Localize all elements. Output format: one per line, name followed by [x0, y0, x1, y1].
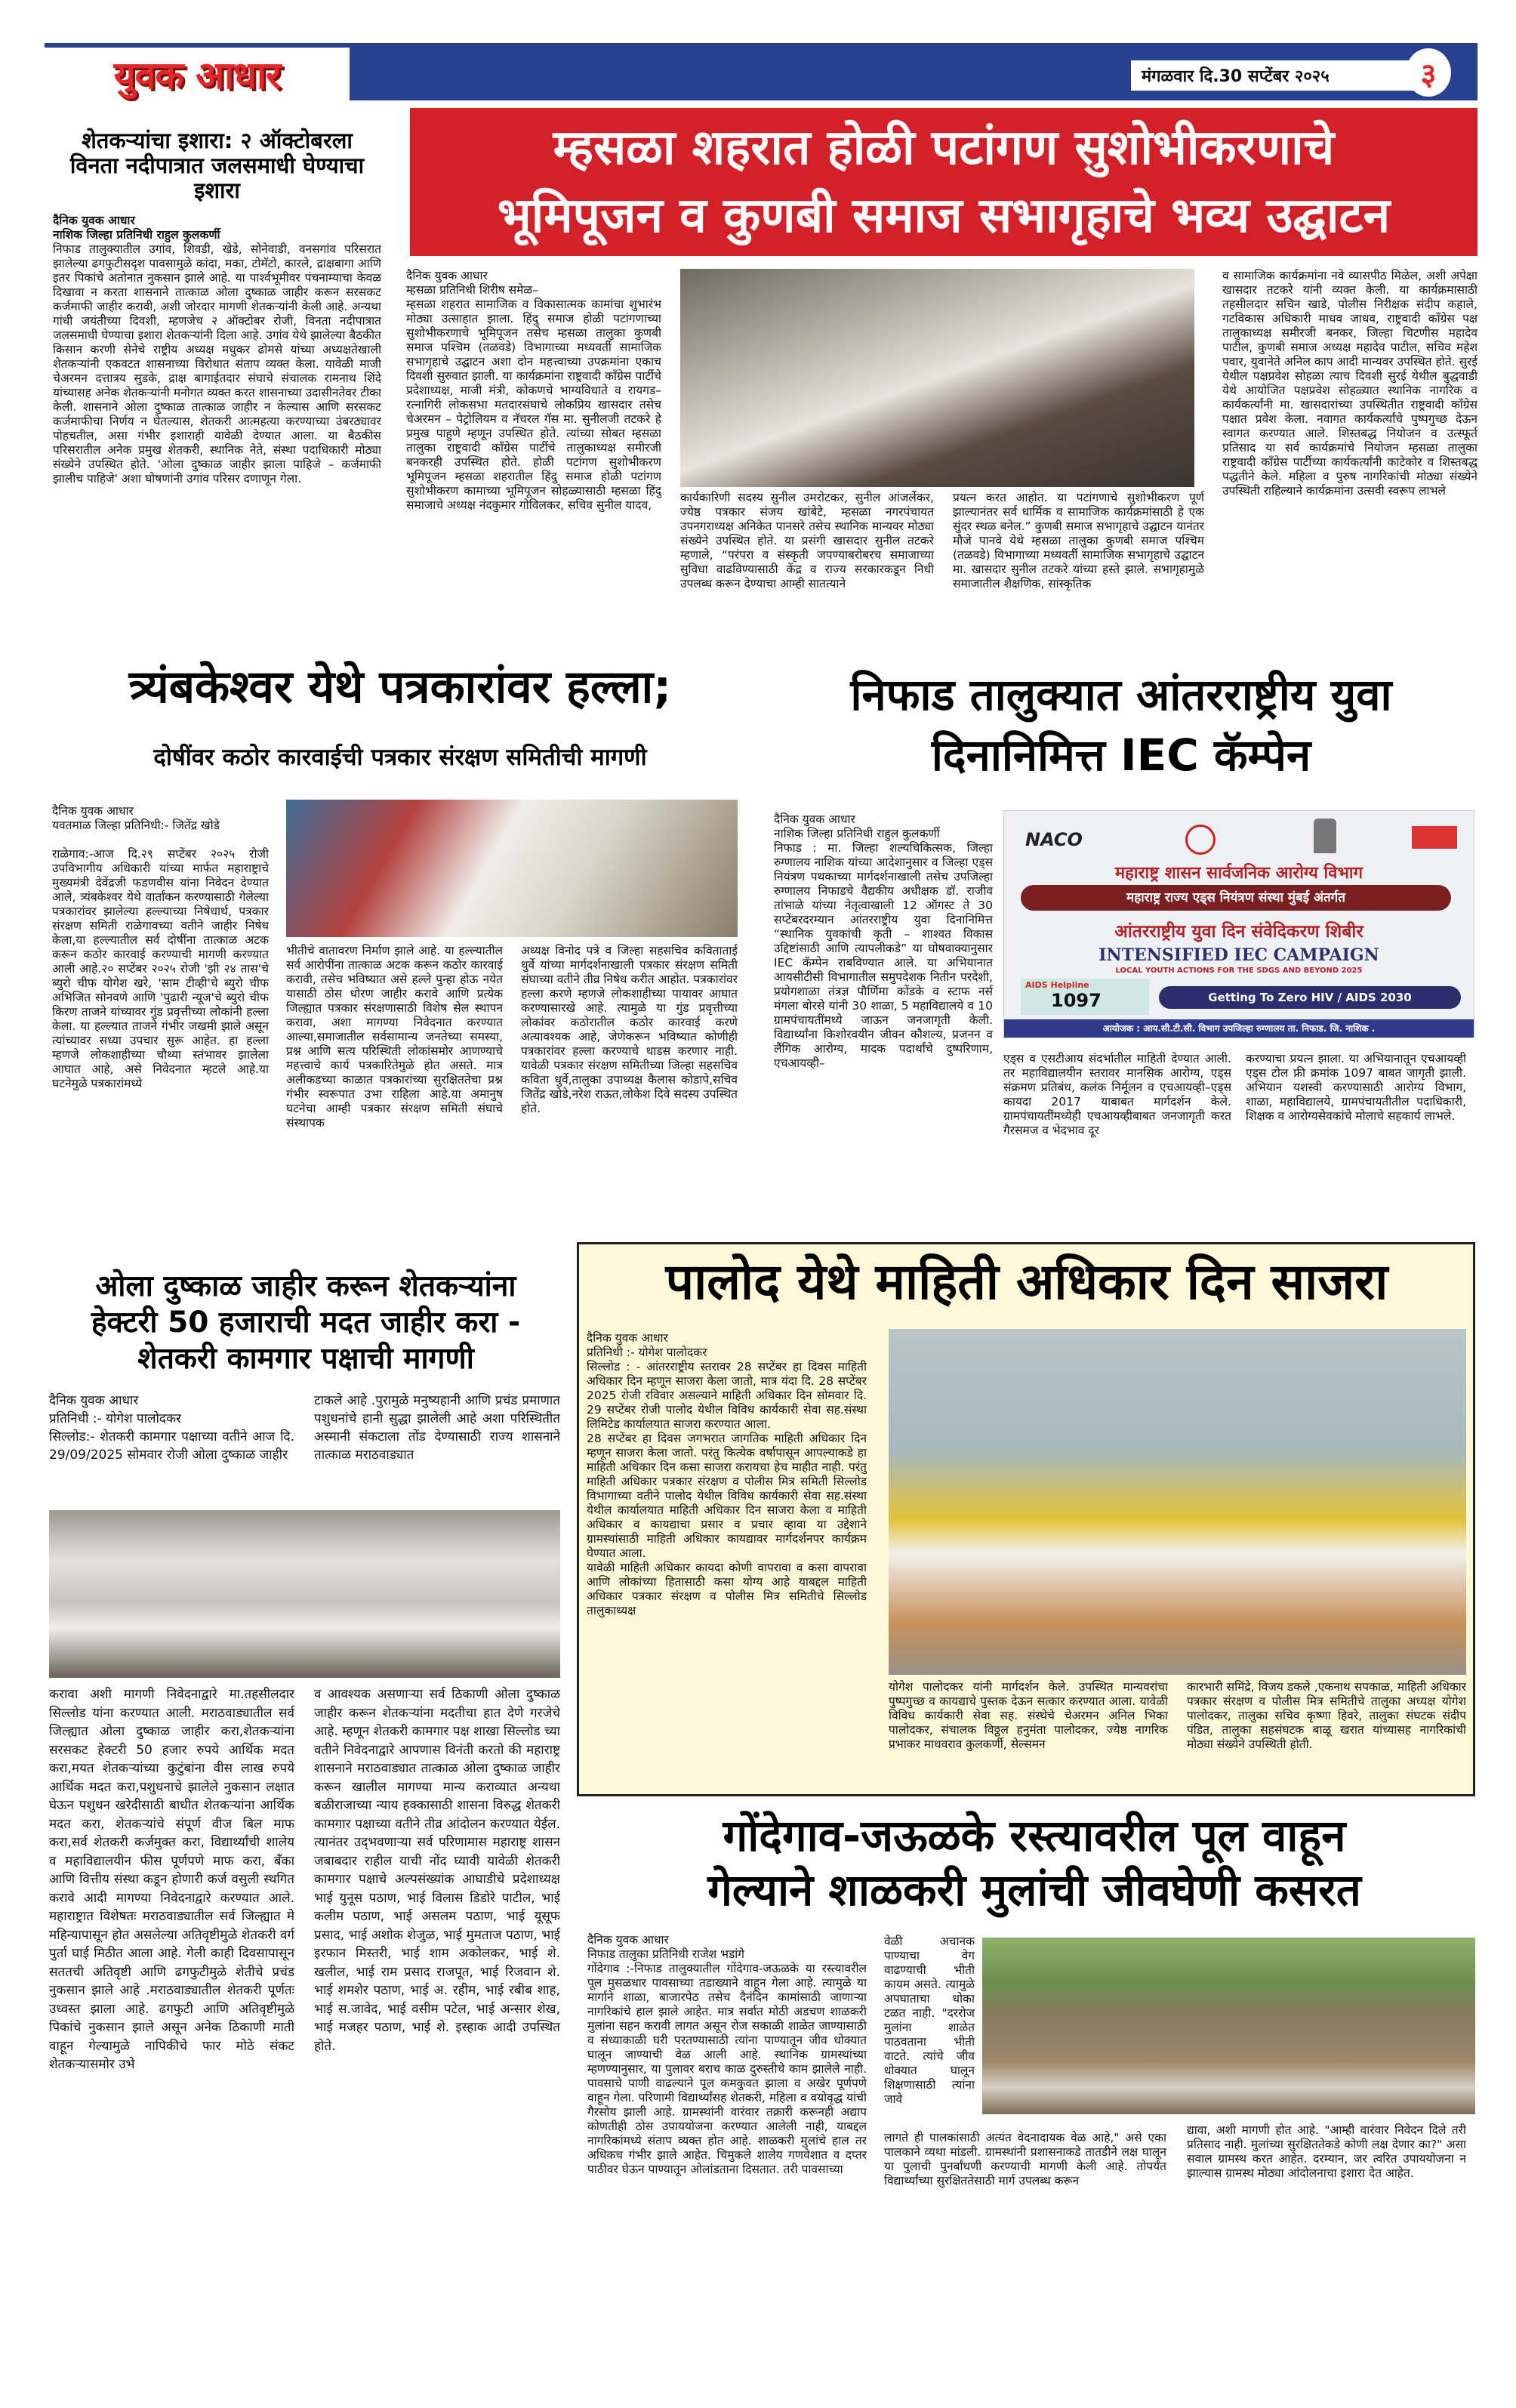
trimbak-body-1: राळेगाव:-आज दि.२९ सप्टेंबर २०२५ रोजी उपविभागीय अधिकारी यांच्या मार्फत महाराष्ट्राचे मुख्यमंत्री देवेंद्रजी फडणवीस यांना निवेदन देण्यात आले, त्र्यंबकेश्वर येथे वार्तांकन करण्यासाठी गेलेल्या पत्रकारांवर झालेल्या हल्ल्याच्या निषेधार्थ, पत्रकार संरक्षण समिती राळेगावच्या वतीने जाहीर निषेध केला,या हल्ल्यातील सर्व दोषींना तात्काळ अटक करून कठोर कारवाई करण्याची मागणी करण्यात आली आहे.२० सप्टेंबर २०२५ रोजी 'झी २४ तास'चे ब्युरो चीफ योगेश खरे, 'साम टीव्ही'चे ब्युरो चीफ अभिजित सोनवणे आणि 'पुढारी न्यूज'चे ब्युरो चीफ किरण ताजने यांच्यावर गुंड प्रवृत्तीच्या लोकांनी हल्ला केला. या हल्ल्यात ताजने गंभीर जखमी झाले असून त्यांच्यावर सध्या उपचार सुरू आहेत. हा हल्ला म्हणजे लोकशाहीच्या चौथ्या स्तंभावर झालेला आघात आहे, असे निवेदनात म्हटले आहे.या घटनेमुळे पत्रकारांमध्ये: [52, 847, 269, 1090]
helpline-number: 1097: [1051, 990, 1102, 1011]
trimbak-subheadline: दोषींवर कठोर कारवाईची पत्रकार संरक्षण समितीची मागणी: [153, 744, 647, 771]
palod-headline: पालोद येथे माहिती अधिकार दिन साजरा: [665, 1253, 1388, 1311]
iec-body-1: निफाड : मा. जिल्हा शल्यचिकित्सक, जिल्हा रुग्णालय नाशिक यांच्या आदेशानुसार व जिल्हा एड्स नियंत्रण पथकाच्या मार्गदर्शनाखाली तसेच उपजिल्हा रुग्णालय निफाडचे वैद्यकीय अधीक्षक डॉ. राजीव तांभाळे यांच्या नेतृत्वाखाली 12 ऑगस्ट ते 30 सप्टेंबरदरम्यान आंतरराष्ट्रीय युवा दिनानिमित्त “स्थानिक युवकांची कृती – शाश्वत विकास उद्दिष्टांसाठी आणि त्यापलीकडे” या घोषवाक्यानुसार IEC कॅम्पेन राबविण्यात आले. या अभियानात आयसीटीसी विभागातील समुपदेशक नितीन परदेशी, प्रयोगशाळा तंत्रज्ञ पौर्णिमा कोंडके व स्टाफ नर्स मंगला बोरसे यांनी 30 शाळा, 5 महाविद्यालये व 10 ग्रामपंचायतींमध्ये जाऊन जनजागृती केली. विद्यार्थ्यांना किशोरवयीन जीवन कौशल्य, प्रजनन व लैंगिक आरोग्य, मादक पदार्थांचे दुष्परिणाम, एचआयव्ही–: [774, 841, 993, 1070]
bridge-photo: [982, 1938, 1475, 2114]
banner-tagline: LOCAL YOUTH ACTIONS FOR THE SDGS AND BEYOND 2025: [1115, 967, 1363, 975]
trimbak-column-2: भीतीचे वातावरण निर्माण झाले आहे. या हल्ल्यातील सर्व आरोपींना तात्काळ अटक करून कठोर कारवाई करावी, तसेच भविष्यात असे हल्ले पुन्हा होऊ नयेत यासाठी ठोस धोरण जाहीर करावे आणि प्रत्येक जिल्ह्यात पत्रकार संरक्षणासाठी विशेष सेल स्थापन करावा, अशा मागण्या निवेदनात करण्यात आल्या,समाजातील सर्वसामान्य जनतेच्या समस्या, प्रश्न आणि सत्य परिस्थिती लोकांसमोर आणण्याचे महत्त्वाचे कार्य पत्रकारितेमुळे होत असते. मात्र अलीकडच्या काळात पत्रकारांच्या सुरक्षिततेचा प्रश्न गंभीर स्वरूपात उभा राहिला आहे.या अमानुष घटनेचा आम्ही पत्रकार संरक्षण समिती संघाचे संस्थापक: [286, 944, 503, 1130]
lead-byline-reporter: म्हसळा प्रतिनिधी शिरीष समेळ–: [406, 283, 538, 297]
lead-column-1: [406, 269, 661, 646]
page-number: ३: [1406, 48, 1451, 97]
msacs-logo-icon: [1412, 826, 1457, 849]
palod-byline-paper: दैनिक युवक आधार: [587, 1331, 668, 1345]
wet-drought-top-column-2: टाकले आहे .पुरामुळे मनुष्यहानी आणि प्रचंड प्रमाणात पशुधनांचे हानी सुद्धा झालेली आहे अशा परिस्थितीत अस्मानी संकटाला तोंड देण्यासाठी राज्य शासनाने तात्काळ मराठवाड्यात: [314, 1393, 560, 1463]
issue-date: मंगळवार दि.30 सप्टेंबर २०२५: [1131, 60, 1418, 91]
wet-drought-column-1: करावा अशी मागणी निवेदनाद्वारे मा.तहसीलदार सिल्लोड यांना करण्यात आली. मराठवाड्यातील सर्व जिल्ह्यात ओला दुष्काळ जाहीर करा,शेतकऱ्यांना सरसकट हेक्टरी 50 हजार रुपये आर्थिक मदत करा,मयत शेतकऱ्यांच्या कुटुंबांना वीस लाख रुपये आर्थिक मदत करा,पशुधनाचे झालेले नुकसान लक्षात घेऊन पशुधन खरेदीसाठी बाधीत शेतकऱ्यांना आर्थिक मदत करा, शेतकऱ्यांचे संपूर्ण वीज बिल माफ करा,सर्व शेतकरी कर्जमुक्त करा, विद्यार्थ्यांची शालेय व महाविद्यालयीन फीस पूर्णपणे माफ करा, बँका आणि वित्तीय संस्था कडून होणारी कर्ज वसुली स्थगित करावे आदी मागण्या निवेदनाद्वारे करण्यात आले. महाराष्ट्रात विशेषतः मराठवाड्यातील सर्व जिल्ह्यात मे महिन्यापासून होत असलेल्या अतिवृष्टीमुळे शेतकरी वर्ग पुर्ता घाई मिठीत आला आहे. गेली काही दिवसापासून सततची अतिवृष्टी आणि ढगफुटीमुळे शेतीचे प्रचंड नुकसान झाले आहे .मराठवाड्यातील शेतकरी पूर्णतः उध्वस्त झाला आहे. ढगफुटी आणि अतिवृष्टीमुळे पिकांचे नुकसान झाले असून अनेक ठिकाणी माती वाहून गेल्यामुळे नापिकीचे फार मोठे संकट शेतकऱ्यासमोर उभे: [49, 1687, 294, 2072]
lead-headline-box: [410, 108, 1477, 256]
bridge-narrow-column: वेळी अचानक पाण्याचा वेग वाढण्याची भीती कायम असते. त्यामुळे अपघाताचा धोका टळत नाही. "दररोज मुलांना शाळेत पाठवताना भीती वाटते. त्यांचे जीव धोक्यात घालून शिक्षणासाठी त्यांना जावे: [884, 1935, 975, 2106]
bridge-column-2: लागते ही पालकांसाठी अत्यंत वेदनादायक वेळ आहे," असे एका पालकाने व्यथा मांडली. ग्रामस्थांनी प्रशासनाकडे तातडीने लक्ष घालून या पुलाची पुनर्बांधणी करण्याची मागणी केली आहे. तोपर्यंत विद्यार्थ्यांच्या सुरक्षिततेसाठी मार्ग उपलब्ध करून: [884, 2131, 1166, 2188]
helpline-label: AIDS Helpline: [1025, 980, 1089, 990]
iec-byline-paper: दैनिक युवक आधार: [774, 812, 855, 826]
banner-camp: आंतरराष्ट्रीय युवा दिन संवेदिकरण शिबीर: [1114, 922, 1363, 942]
iec-column-3: करण्याचा प्रयत्न झाला. या अभियानातून एचआयव्ही एड्स टोल फ्री क्रमांक 1097 बाबत जागृती झाली. अभियान यशस्वी करण्यासाठी आरोग्य विभाग, शाळा, महाविद्यालये, ग्रामपंचायतीतील पदाधिकारी, शिक्षक व आरोग्यसेवकांचे मोलाचे सहकार्य लाभले.: [1246, 1052, 1466, 1123]
palod-paragraph-3: यावेळी माहिती अधिकार कायदा कोणी वापरावा व कसा वापरावा आणि लोकांच्या हितासाठी कसा योग्य आहे याबद्दल माहिती अधिकार पत्रकार संरक्षण व पोलीस मित्र समितीचे सिल्लोड तालुकाध्यक्ष: [587, 1561, 867, 1617]
banner-title: महाराष्ट्र शासन सार्वजनिक आरोग्य विभाग: [1115, 864, 1363, 883]
aids-helpline-badge: [1021, 979, 1149, 1015]
logo-text: युवक आधार: [113, 54, 281, 97]
trimbak-headline: त्र्यंबकेश्वर येथे पत्रकारांवर हल्ला;: [128, 661, 672, 714]
palod-column-3: कारभारी समिंद्रे, विजय डकले ,एकनाथ सपकाळ, माहिती अधिकार पत्रकार संरक्षण व पोलीस मित्र समितीचे तालुका अध्यक्ष योगेश पालोदकर, तालुका सचिव कृष्णा हिवरे, तालुका संघटक संदीप पंडित, तालुका सहसंघटक बाळू खरात यांच्यासह नागरिकांची मोठ्या संख्येने उपस्थिती होती.: [1187, 1680, 1466, 1751]
wet-drought-intro: सिल्लोड:- शेतकरी कामगार पक्षाच्या वतीने आज दि. 29/09/2025 सोमवार रोजी ओला दुष्काळ जाहीर: [49, 1429, 294, 1463]
farmers-article: [53, 214, 381, 652]
wet-drought-photo: [49, 1510, 560, 1678]
palod-photo: [889, 1329, 1466, 1675]
bridge-byline-paper: दैनिक युवक आधार: [587, 1933, 669, 1947]
trimbak-photo: [286, 800, 738, 937]
lead-photo: [680, 269, 1194, 487]
naco-logo: NACO: [1025, 829, 1083, 850]
lead-body-1: म्हसळा शहरात सामाजिक व विकासात्मक कामांचा शुभारंभ मोठ्या उत्साहात झाला. हिंदु समाज होळी पटांगणाच्या सुशोभीकरणाचे भूमिपूजन तसेच म्हसळा तालुका कुणबी समाज पश्चिम (तळवडे) विभागाच्या मध्यवर्ती सामाजिक सभागृहाचे उद्घाटन अशा दोन महत्त्वाच्या उपक्रमांना एकाच दिवशी सुरुवात झाली. या कार्यक्रमांना राष्ट्रवादी काँग्रेस पार्टीचे प्रदेशाध्यक्ष, माजी मंत्री, कोकणचे भाग्यविधाते व रायगड–रत्नागिरी लोकसभा मतदारसंघाचे लोकप्रिय खासदार तसेच चेअरमन – पेट्रोलियम व नॅचरल गॅस मा. सुनीलजी तटकरे हे प्रमुख पाहुणे म्हणून उपस्थित होते. त्यांच्या सोबत म्हसळा तालुका राष्ट्रवादी काँग्रेस पार्टीचे तालुकाध्यक्ष समीरजी बनकरही उपस्थित होते. होळी पटांगण सुशोभीकरण भूमिपूजन म्हसळा शहरातील हिंदु समाज होळी पटांगण सुशोभीकरण कामाच्या भूमिपूजन सोहळ्यासाठी म्हसळा हिंदु समाजाचे अध्यक्ष नंदकुमार गोविलकर, सचिव सुनील यादव,: [406, 298, 661, 512]
farmers-byline-reporter: नाशिक जिल्हा प्रतिनिधी राहुल कुलकर्णी: [53, 228, 220, 242]
palod-column-1: [587, 1331, 867, 1788]
bridge-body-1: गोंदेगाव :-निफाड तालुक्यातील गोंदेगाव-जऊळके या रस्त्यावरील पूल मुसळधार पावसाच्या तडाख्याने वाहून गेला आहे. त्यामुळे या मार्गाने शाळा, बाजारपेठ तसेच दैनंदिन कामांसाठी जाणाऱ्या नागरिकांचे हाल झाले आहेत. मात्र सर्वात मोठी अडचण शाळकरी मुलांना सहन करावी लागत असून रोज सकाळी शाळेत जाण्यासाठी व संध्याकाळी घरी परतण्यासाठी त्यांना पाण्यातून जीव धोक्यात घालून जाण्याची वेळ आली आहे. स्थानिक ग्रामस्थांच्या म्हणण्यानुसार, या पुलावर बराच काळ दुरुस्तीचे काम झालेले नाही. पावसाचे पाणी वाढल्याने पूल कमकुवत झाला व अखेर पूर्णपणे वाहून गेला. परिणामी विद्यार्थ्यांसह शेतकरी, महिला व वयोवृद्ध यांची गैरसोय झाली आहे. ग्रामस्थांनी वारंवार तक्रारी करूनही अद्याप कोणतीही ठोस उपाययोजना करण्यात आलेली नाही, याबद्दल नागरिकांमध्ये संताप व्यक्त होत आहे. शाळकरी मुलांचे हाल तर अधिकच गंभीर झाले आहेत. चिमुकले शालेय गणवेशात व दप्तर पाठीवर घेऊन पाण्यातून ओलांडताना दिसतात. तरी पावसाच्या: [587, 1962, 867, 2176]
wet-drought-headline: ओला दुष्काळ जाहीर करून शेतकऱ्यांना हेक्टरी 50 हजाराची मदत जाहीर करा - शेतकरी कामगार पक्षाची मागणी: [91, 1269, 521, 1376]
emblem-icon: [1314, 819, 1336, 853]
lead-byline-paper: दैनिक युवक आधार: [406, 269, 488, 282]
iec-headline-line1: निफाड तालुक्यात आंतरराष्ट्रीय युवा: [850, 669, 1392, 720]
iec-headline-line2: दिनानिमित्त IEC कॅम्पेन: [931, 729, 1311, 781]
palod-column-2: योगेश पालोदकर यांनी मार्गदर्शन केले. उपस्थित मान्यवरांचा पुष्पगुच्छ व कायद्याचे पुस्तक देऊन सत्कार करण्यात आला. यावेळी विविध कार्यकारी सेवा सह. संस्थेचे चेअरमन अनिल भिका पालोदकर, संचालक विठ्ठल हनुमंता पालोदकर, ज्येष्ठ नागरिक प्रभाकर माधवराव कुलकर्णी, सेल्समन: [889, 1680, 1168, 1751]
iec-headline: [763, 664, 1480, 785]
wet-drought-byline-paper: दैनिक युवक आधार: [49, 1393, 139, 1408]
bridge-column-3: द्यावा, अशी मागणी होत आहे. "आम्ही वारंवार निवेदन दिले तरी प्रतिसाद नाही. मुलांच्या सुरक्षिततेकडे कोणी लक्ष देणार का?" असा सवाल ग्रामस्थ करत आहेत. दरम्यान, जर त्वरित उपाययोजना न झाल्यास ग्रामस्थ मोठ्या आंदोलनाचा इशारा देत आहेत.: [1187, 2123, 1466, 2180]
newspaper-logo: [45, 48, 350, 100]
bridge-headline: [596, 1808, 1472, 1917]
iec-byline-reporter: नाशिक जिल्हा प्रतिनिधी राहुल कुलकर्णी: [774, 827, 940, 840]
trimbak-byline-paper: दैनिक युवक आधार: [52, 804, 134, 818]
heart-logo-icon: [1185, 825, 1216, 855]
farmers-body: निफाड तालुक्यातील उगांव, शिवडी, खेडे, सोनेवाडी, वनसगांव परिसरात झालेल्या ढगफुटीसदृश पावसामुळे कांदा, मका, टोमॅटो, कारले, द्राक्षबागा आणि इतर पिकांचे अतोनात नुकसान झाले आहे. या पार्श्वभूमीवर पंचनाम्याचा केवळ दिखावा न करता शासनाने तात्काळ ओला दुष्काळ जाहीर करून सरसकट कर्जमाफी जाहीर करावी, अशी जोरदार मागणी शेतकऱ्यांनी केली आहे. अन्यथा गांधी जयंतीच्या दिवशी, म्हणजेच २ ऑक्टोबर रोजी, विनता नदीपात्रात जलसमाधी घेण्याचा इशारा शेतकऱ्यांनी दिला आहे. उगांव येथे झालेल्या बैठकीत किसान करणी सेनेचे राष्ट्रीय अध्यक्ष मधुकर ढोमसे यांच्या अध्यक्षतेखाली शेतकऱ्यांनी एकवटत शासनाच्या विरोधात संताप व्यक्त केला. यावेळी माजी चेअरमन दत्तात्रय सुडके, द्राक्ष बागाईतदार संघाचे संचालक रामनाथ शिंदे यांच्यासह अनेक शेतकऱ्यांनी मनोगत व्यक्त करत शासनाच्या उदासीनतेवर टीका केली. शासनाने ओला दुष्काळ तात्काळ जाहीर न केल्यास आणि सरसकट कर्जमाफीचा निर्णय न घेतल्यास, शेतकरी आत्महत्या करण्याच्या उंबरठ्यावर पोहचतील, असा गंभीर इशाराही यावेळी देण्यात आला. या बैठकीस परिसरातील अनेक प्रमुख शेतकरी, स्थानिक नेते, संस्था पदाधिकारी मोठ्या संख्येने उपस्थित होते. 'ओला दुष्काळ जाहीर झाला पाहिजे – कर्जमाफी झालीच पाहिजे' अशा घोषणांनी उगांव परिसर दणाणून गेला.: [53, 242, 381, 486]
wet-drought-top-column-1: [49, 1392, 294, 1509]
trimbak-byline-reporter: यवतमाळ जिल्हा प्रतिनिधी:- जितेंद्र खोडे: [52, 819, 220, 832]
banner-organizer: आयोजक : आय.सी.टी.सी. विभाग उपजिल्हा रुग्णालय ता. निफाड. जि. नाशिक .: [1004, 1019, 1474, 1038]
lead-headline-line1: म्हसळा शहरात होळी पटांगण सुशोभीकरणाचे: [553, 120, 1335, 176]
trimbak-column-3: अध्यक्ष विनोद पत्रे व जिल्हा सहसचिव कविताताई धुर्वे यांच्या मार्गदर्शनाखाली पत्रकार संरक्षण समिती संघाच्या वतीने तीव्र निषेध करीत आहोत. पत्रकारांवर हल्ला करणे म्हणजे लोकशाहीच्या पायावर आघात करण्यासारखे आहे. त्यामुळे या गुंड प्रवृत्तीच्या लोकांवर कठोरातील कठोर कारवाई करणे अत्यावश्यक आहे, जेणेकरून भविष्यात कोणीही पत्रकारांवर हल्ला करण्याचे धाडस करणार नाही. यावेळी पत्रकार संरक्षण समितीच्या जिल्हा सहसचिव कविता धुर्वे,तालुका उपाध्यक्ष कैलास कोडापे,सचिव जितेंद्र खोडे,नरेश राऊत,लोकेश दिवे सदस्य उपस्थित होते.: [521, 944, 738, 1115]
iec-column-2: एड्स व एसटीआय संदर्भातील माहिती देण्यात आली. तर महाविद्यालयीन स्तरावर मानसिक आरोग्य, एड्स संक्रमण प्रतिबंध, कलंक निर्मूलन व एचआयव्ही–एड्स कायदा 2017 याबाबत मार्गदर्शन केले. ग्रामपंचायतींमध्येही एचआयव्हीबाबत जनजागृती करत गैरसमज व भेदभाव दूर: [1003, 1052, 1231, 1137]
banner-subtitle: महाराष्ट्र राज्य एड्स नियंत्रण संस्था मुंबई अंतर्गत: [1021, 885, 1451, 911]
iec-column-1: [774, 812, 993, 1175]
wet-drought-column-2: व आवश्यक असणाऱ्या सर्व ठिकाणी ओला दुष्काळ जाहीर करून शेतकऱ्यांना मदतीचा हात देणे गरजेचे आहे. म्हणून शेतकरी कामगार पक्ष शाखा सिल्लोड च्या वतीने निवेदनाद्वारे आपणास विनंती करतो की महाराष्ट्र शासनाने मराठवाड्यात तात्काळ ओला दुष्काळ जाहीर करून खालील मागण्या मान्य कराव्यात अन्यथा बळीराजाच्या न्याय हक्कासाठी शासना विरुद्ध शेतकरी कामगार पक्षाच्या वतीने तीव्र आंदोलन करण्यात येईल. त्यानंतर उद्‌भवणाऱ्या सर्व परिणामास महाराष्ट्र शासन जबाबदार राहील याची नोंद घ्यावी यावेळी शेतकरी कामगार पक्षाचे अल्पसंख्यांक आघाडीचे प्रदेशाध्यक्ष भाई युनूस पठाण, भाई विलास डिडोरे पाटील, भाई कलीम पठाण, भाई असलम पठाण, भाई यूसूफ प्रसाद, भाई अशोक शेजुळ, भाई मुमताज पठाण, भाई इरफान मिस्तरी, भाई शाम अकोलकर, भाई शे. खलील, भाई राम प्रसाद राजपूत, भाई रिजवान शे. भाई शमशेर पठाण, भाई अ. रहीम, भाई रबीब शाह, भाई स.जावेद, भाई वसीम पटेल, भाई अन्सार शेख, भाई मजहर पठाण, भाई शे. इस्हाक आदी उपस्थित होते.: [314, 1687, 560, 2054]
palod-paragraph-1: सिल्लोड : - आंतरराष्ट्रीय स्तरावर 28 सप्टेंबर हा दिवस माहिती अधिकार दिन म्हणून साजरा केला जातो, मात्र यंदा दि. 28 सप्टेंबर 2025 रोजी रविवार असल्याने माहिती अधिकार दिन सोमवार दि. 29 सप्टेंबर रोजी पालोद येथील विविध कार्यकारी सेवा सह.संस्था लिमिटेड कार्यालयात साजरा करण्यात आला.: [587, 1360, 867, 1431]
lead-column-3: प्रयत्न करत आहोत. या पटांगणाचे सुशोभीकरण पूर्ण झाल्यानंतर सर्व धार्मिक व सामाजिक कार्यक्रमांसाठी हे एक सुंदर स्थळ बनेल.” कुणबी समाज सभागृहाचे उद्घाटन यानंतर मौजे पानवे येथे म्हसळा तालुका कुणबी समाज पश्चिम (तळवडे) विभागाच्या मध्यवर्ती सामाजिक सभागृहाचे उद्घाटन मा. खासदार सुनील तटकरे यांच्या हस्ते झाले. सभागृहामुळे समाजातील शैक्षणिक, सांस्कृतिक: [953, 491, 1204, 590]
banner-goal: Getting To Zero HIV / AIDS 2030: [1159, 986, 1461, 1009]
banner-campaign: INTENSIFIED IEC CAMPAIGN: [1098, 945, 1379, 965]
lead-headline-line2: भूमिपूजन व कुणबी समाज सभागृहाचे भव्य उद्घाटन: [497, 188, 1391, 244]
wet-drought-byline-reporter: प्रतिनिधी :- योगेश पालोदकर: [49, 1411, 181, 1426]
farmers-headline: शेतकऱ्यांचा इशारा: २ ऑक्टोबरला विनता नदीपात्रात जलसमाधी घेण्याचा इशारा: [69, 128, 365, 203]
bridge-column-1: [587, 1933, 867, 2273]
lead-column-4: व सामाजिक कार्यक्रमांना नवे व्यासपीठ मिळेल, अशी अपेक्षा खासदार तटकरे यांनी व्यक्त केली. या कार्यक्रमासाठी तहसीलदार सचिन खाडे, पोलीस निरीक्षक संदीप कहाले, गटविकास अधिकारी माधव जाधव, राष्ट्रवादी काँग्रेस पक्ष तालुकाध्यक्ष समीरजी बनकर, जिल्हा चिटणीस महादेव पाटील, कुणबी समाज अध्यक्ष महादेव पाटील, सचिव महेश पवार, युवानेते अनिल काप आदी मान्यवर उपस्थित होते. सुरई येथील पक्षप्रवेश सोहळा त्याच दिवशी सुरई येथील बुद्धवाडी येथे आयोजित पक्षप्रवेश सोहळ्यात स्थानिक नागरिक व कार्यकर्त्यांनी मा. खासदारांच्या उपस्थितीत राष्ट्रवादी काँग्रेस पक्षात प्रवेश केला. नवागत कार्यकर्त्यांचे पुष्पगुच्छ देऊन स्वागत करण्यात आले. शिस्तबद्ध नियोजन व उत्स्फूर्त प्रतिसाद या सर्व कार्यक्रमांचे नियोजन म्हसळा तालुका राष्ट्रवादी काँग्रेस पार्टीच्या कार्यकर्त्यांनी काटेकोर व शिस्तबद्ध पद्धतीने केले. महिला व पुरुष नागरिकांची मोठ्या संख्येने उपस्थिती राहिल्याने कार्यक्रमांना उत्सवी स्वरूप लाभले: [1222, 269, 1477, 498]
palod-paragraph-2: 28 सप्टेंबर हा दिवस जगभरात जागतिक माहिती अधिकार दिन म्हणून साजरा केला जातो. परंतु कित्येक वर्षापासून आपल्याकडे हा माहिती अधिकार दिन कसा साजरा करायचा हेच माहीत नाही. परंतु माहिती अधिकार पत्रकार संरक्षण व पोलीस मित्र समिती सिल्लोड विभागाच्या वतीने पालोद येथील विविध कार्यकारी सेवा सह.संस्था येथील कार्यालयात माहिती अधिकार दिन साजरा केला व माहिती अधिकार व कायद्याचा प्रसार व प्रचार व्हावा या उद्देशाने ग्रामस्थांसाठी माहिती अधिकार कायद्यावर मार्गदर्शनपर कार्यक्रम घेण्यात आला.: [587, 1432, 867, 1560]
lead-column-2: कार्यकारिणी सदस्य सुनील उमरोटकर, सुनील आंजर्लेकर, ज्येष्ठ पत्रकार संजय खांबेटे, म्हसळा नगरपंचायत उपनगराध्यक्ष अनिकेत पानसरे तसेच स्थानिक मान्यवर मोठ्या संख्येने उपस्थित होते. या प्रसंगी खासदार सुनील तटकरे म्हणाले, “परंपरा व संस्कृती जपण्याबरोबरच समाजाच्या सुविधा वाढविण्यासाठी केंद्र व राज्य सरकारकडून निधी उपलब्ध करून देण्याचा आम्ही सातत्याने: [680, 491, 934, 590]
iec-campaign-banner: [1003, 810, 1474, 1038]
bridge-byline-reporter: निफाड तालुका प्रतिनिधी राजेश भडांगे: [587, 1947, 745, 1961]
trimbak-column-1: [52, 804, 269, 1242]
palod-byline-reporter: प्रतिनिधी :- योगेश पालोदकर: [587, 1346, 707, 1359]
bridge-headline-line2: गेल्याने शाळकरी मुलांची जीवघेणी कसरत: [707, 1864, 1361, 1916]
farmers-byline-paper: दैनिक युवक आधार: [53, 214, 135, 227]
bridge-headline-line1: गोंदेगाव-जऊळके रस्त्यावरील पूल वाहून: [723, 1810, 1346, 1861]
